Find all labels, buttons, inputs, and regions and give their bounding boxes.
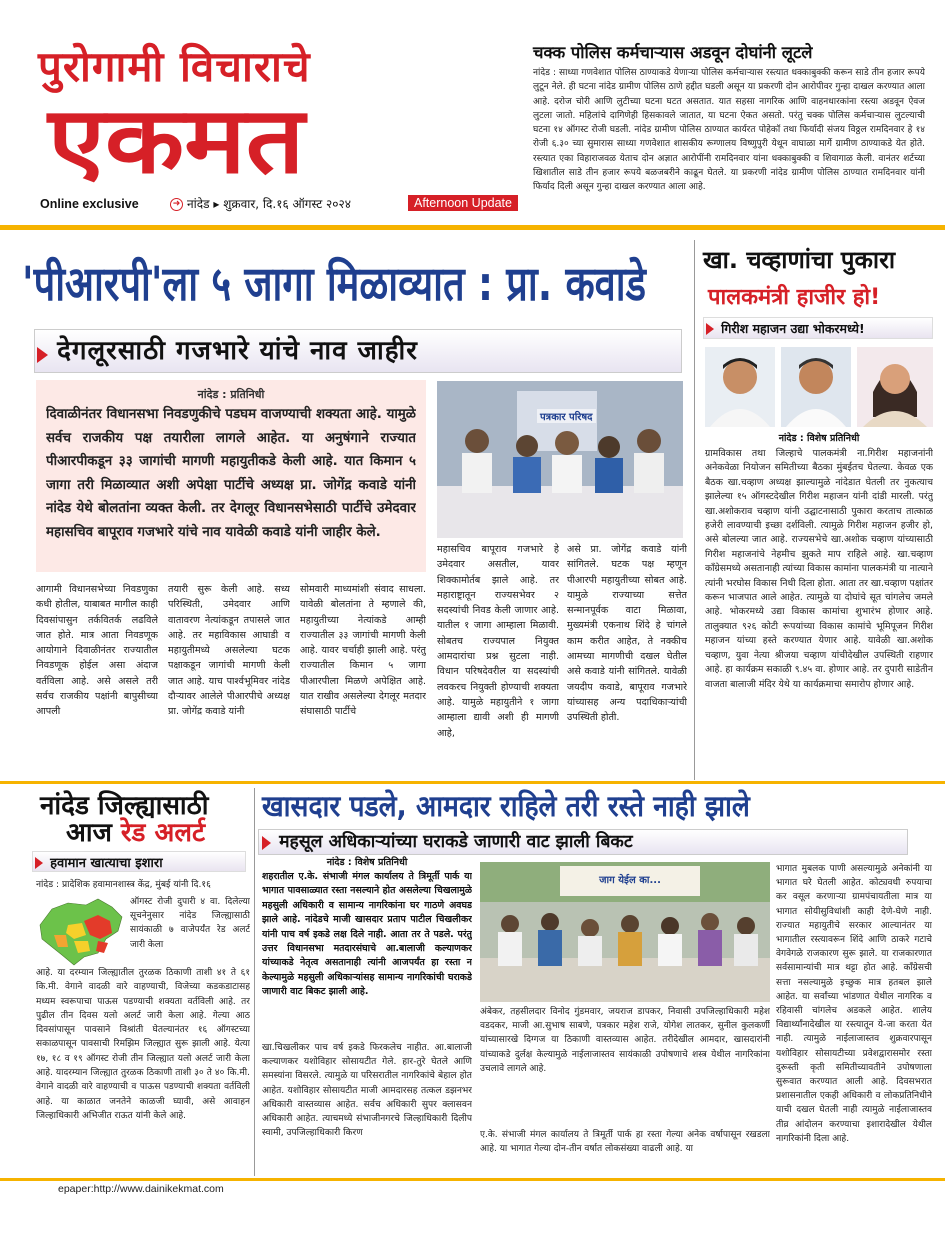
right-byline: नांदेड : विशेष प्रतिनिधी — [778, 433, 860, 444]
maharashtra-alert-map — [34, 895, 126, 967]
masthead-tagline: पुरोगामी विचाराचे — [38, 42, 311, 91]
lead-photo — [437, 381, 683, 538]
road-headline: खासदार पडले, आमदार राहिले तरी रस्ते नाही झाले — [262, 789, 750, 824]
right-subhead: पालकमंत्री हाजीर हो! — [708, 285, 881, 310]
arrow-circle-icon: ➜ — [170, 198, 183, 211]
protest-banner-text: जाग येईल का... — [599, 875, 661, 886]
footer-rule — [0, 1178, 945, 1181]
portrait-ashok-chavan — [781, 347, 851, 427]
right-headline: खा. चव्हाणांचा पुकारा — [703, 246, 896, 274]
dateline-text: नांदेड ▸ शुक्रवार, दि.१६ ऑगस्ट २०२४ — [187, 197, 352, 211]
lead-col-1: आगामी विधानसभेच्या निवडणुका कधी होतील, याबाबत मागील काही दिवसांपासुन तर्कवितर्क लढविले जात होते. मात्र आता निवडणूक आयोगाने दिवाळीनंतर राज्यातील निवडणूक होईल असा अंदाज वर्तविला आहे. असे असले तरी सर्वच राजकीय पक्षांनी बापुसीच्या आपली — [36, 584, 158, 718]
lead-col-5: असे प्रा. जोगेंद्र कवाडे यांनी सांगितले. घटक पक्ष म्हणून पीआरपी महायुतीच्या सोबत आहे. यामुळे राज्याच्या सत्तेत सन्मानपूर्वक वाटा मिळावा, मुख्यमंत्री एकनाथ शिंदे हे चांगले काम करीत आहेत, ते नक्कीच आमच्या मागणीची दखल घेतील असे कवाडे यांनी सांगितले. यावेळी जयदीप कवाडे, बापूराव गजभारे यांच्यासह अन्य पदाधिकाऱ्यांची उपस्थिती होती. — [567, 544, 687, 724]
column-divider — [694, 240, 695, 780]
weather-kicker: हवामान खात्याचा इशारा — [50, 856, 163, 871]
online-label: Online exclusive — [40, 197, 139, 211]
section-rule — [0, 781, 945, 784]
column-divider — [254, 788, 255, 1176]
press-conference-photo — [437, 381, 683, 538]
weather-red-alert: रेड अलर्ट — [120, 818, 206, 848]
road-col-mid: अंबेकर, तहसीलदार विनोद गुंडमवार, जयराज डापकर, निवासी उपजिल्हाधिकारी महेश वडदकर, माजी आ.सुभाष साबणे, पत्रकार महेश राजे, योगेश लातकर, सुनील कुलकर्णी यांच्यासारखे दिग्गज या ठिकाणी वास्तव्यास आहेत. तरीदेखील आमदार, खासदारांनी यांच्याकडे दुर्लक्ष केल्यामुळे नाईलाजास्तव सायंकाळी उपोषणाचे शस्त्र येथील नागरिकांना उचलावे लागले आहे. — [480, 1007, 770, 1074]
lead-intro-box — [36, 380, 426, 572]
masthead — [20, 40, 525, 220]
top-story — [533, 42, 925, 222]
pointer-icon — [706, 323, 714, 335]
pointer-icon — [37, 347, 48, 363]
weather-kicker-bar — [32, 851, 246, 872]
lead-col-2: तयारी सुरू केली आहे. सध्य परिस्थिती, उमेदवार आणि वातावरण नेत्यांकडून तपासले जात आहे. तर महाविकास आघाडी व महायुतीमध्ये असलेल्या घटक पक्षाकडून जागांची मागणी केली जात आहे. याच पार्श्वभूमिवर नांदेड दौऱ्यावर आलेले पीआरपीचे अध्यक्ष प्रा. जोगेंद्र कवाडे यांनी — [168, 584, 290, 718]
road-col-left: खा.चिखलीकर पाच वर्ष इकडे फिरकलेच नाहीत. आ.बालाजी कल्याणकर यशोविहार सोसायटीत गेले. हार-तुरे घेतले आणि समस्यांना विसरले. त्यामुळे या परिसरातील नागरिकांचे बेहाल होत आहेत. यशोविहार सोसायटीत माजी आमदारसह तत्कल डझनभर अधिकारी वास्तव्यास आहेत. सर्वच अधिकारी सुपर क्लासवन अधिकारी आहेत. त्याचमध्ये संभाजीनगरचे जिल्हाधिकारी दिलीप स्वामी, उपजिल्हाधिकारी किरण — [262, 1043, 472, 1139]
dateline — [170, 196, 351, 212]
weather-headline-1: नांदेड जिल्ह्यासाठी — [40, 791, 209, 821]
weather-body: आहे. या दरम्यान जिल्ह्यातील तुरळक ठिकाणी ताशी ४१ ते ६१ कि.मी. वेगाने वादळी वारे वाहण्याची, विजेच्या कडकडाटासह मध्यम स्वरूपाचा पाऊस पडण्याची शक्यता वर्तविली आहे. तर पुढील तीन दिवस यलो अलर्ट जारी केला आहे. गेल्या आठ दिवसांपासून पावसाने विश्रांती घेतल्यानंतर १६ ऑगस्टच्या सकाळपासून पावसाची रिमझिम जिल्ह्यात सुरू झाली आहे. येत्या १७, १८ व १९ ऑगस्ट रोजी तीन जिल्ह्यात यलो अलर्ट जारी केला आहे. यादरम्यान जिल्ह्यात तुरळक ठिकाणी ताशी ३० ते ४० कि.मी. वेगाने वादळी वारे वाहण्याची व पाऊस पडण्याची शक्यता वर्तविली आहे. या काळात जनतेने काळजी घ्यावी, असे आवाहन जिल्हाधिकारी अभिजीत राऊत यांनी केले आहे. — [36, 968, 250, 1121]
lead-byline: नांदेड : प्रतिनिधी — [197, 388, 265, 401]
right-body: ग्रामविकास तथा जिल्हाचे पालकमंत्री ना.गिरीश महाजनांनी अनेकवेळा नियोजन समितीच्या बैठका मुंबईतच घेतल्या. केवळ एक बैठक खा.चव्हाण अध्यक्ष झाल्यामुळे नांदेडात घेतली तर नुकत्याच झालेल्या १५ ऑगस्टदेखील गिरीश महाजन यांनी दांडी मारली. परंतु खा.अशोकराव चव्हाण यांनी उद्घाटनासाठी पुकारा करताच तात्काळ हजेरी लावण्याची इच्छा दर्शविली. त्यामुळे गिरीश महाजन हजीर हो, असे बोलल्या जात आहे. राज्यसभेचे खा.अशोक चव्हाण यांच्यासाठी गिरीश महाजनांचे नेहमीच झुकते माप राहिले आहे. खा.चव्हाण काँग्रेसमध्ये असतानाही त्यांच्या विकास कामांना पालकमंत्री या नात्याने त्यांनी भरघोस विकास निधी दिला होता. आता तर खा.चव्हाण पक्षांतर करून भाजपात आले आहेत. त्यामुळे या दोघांचे सूत चांगलेच जमले आहे. भोकरमध्ये उद्या विकास कामांचा शुभारंभ होणार आहे. तालुक्यात ९२६ कोटी रूपयांच्या विकास कामांचे भूमिपूजन गिरीश महाजन यांच्या हस्ते करण्यात येणार आहे. यावेळी खा.अशोक चव्हाण, युवा नेत्या श्रीजया चव्हाण यांचीदेखील उपस्थिती राहणार आहे. हा कार्यक्रम सकाळी ९.४५ वा. होणार आहे. तर दुपारी साडेतीन वाजता बालाजी मंदिर येथे या कार्यक्रमाचा समारोप होणार आहे. — [705, 448, 933, 690]
road-col-right: भागात मुबलक पाणी असल्यामुळे अनेकांनी या भागात घरे घेतली आहेत. कोट्यवधी रुपयाचा कर वसूल करणाऱ्या ग्रामपंचायतीला मात्र या भागात सोयीसुविधांशी काही देणे-घेणे नाही. राज्यात महायुतीचे सरकार आल्यानंतर या भागातील रस्त्यावरून शिंदे आणि ठाकरे गटाचे वेगवेगळे राजकारण सुरू झाले. या राजकारणात सर्वसामान्यांची मात्र थट्टा होत आहे. काँग्रेसची सत्ता नसल्यामुळे इच्छुक मात्र हतबल झाले आहेत. या सर्वांच्या भांडणात येथील नागरिक व रहिवासी चांगलेच अडकले आहेत. शालेय विद्यार्थ्यांनादेखील या रस्त्यातून ये-जा करता येत नाही. त्यामुळे नाईलाजास्तव शुक्रवारपासून यशोविहार सोसायटीच्या प्रवेशद्वारासमोर रस्ता दुरूस्ती कृती समितीच्यावतीने उपोषणाला सुरूवात करण्यात आली आहे. दिवसभरात प्रशासनातील एकही अधिकारी व लोकप्रतिनिधीने याची दखल घेतली नाही त्यामुळे नाईलाजास्तव तीव्र आंदोलन करण्याचा इशारादेखील येथील नागरिकांनी दिला आहे. — [776, 864, 932, 1144]
pointer-icon — [262, 836, 271, 850]
edition-badge: Afternoon Update — [408, 195, 518, 211]
weather-lead: नांदेड : प्रादेशिक हवामानशास्त्र केंद्र, मुंबई यांनी दि.१६ — [36, 880, 211, 890]
lead-col-4: महासचिव बापूराव गजभारे हे उमेदवार असतील, यावर शिक्कामोर्तब झाले आहे. तर महाराष्ट्रातून राज्यसभेवर २ सदस्यांची निवड केली जाणार आहे. यातील १ जागा आम्हाला मिळावी. सोबतच राज्यपाल नियुक्त आमदारांचा प्रश्न सुटला नाही. विधान परिषदेवरील या सदस्यांची लवकरच नियुक्ती होण्याची शक्यता आहे. यामुळे महायुतीने १ जागा आम्हाला द्यावी अशी ही मागणी आहे, — [437, 544, 559, 739]
right-kicker: गिरीश महाजन उद्या भोकरमध्ये! — [721, 321, 865, 336]
top-story-body: नांदेड : साध्या गणवेशात पोलिस ठाण्याकडे येणाऱ्या पोलिस कर्मचाऱ्यास रस्त्यात धक्काबुक्की करून साडे तीन हजार रूपये लुटून नेले. ही घटना नांदेड ग्रामीण पोलिस ठाणे हद्दीत घडली असून या प्रकरणी दोन आरोपीवर गुन्हा दाखल करण्यात आला आहे. दरोज चोरी आणि लुटीच्या घटना घटत असतात. यात सहसा नागरिक आणि वाहनधारकांना रस्त्या अडवून ऐवज लुटला जातो. महिलांचे दागिणेही हिसकावले जातात, या घटना ऐकत असतो. परंतु चक्क पोलिस कर्मचाऱ्यास लुटल्याची घटना १४ ऑगस्ट रोजी घडली. नांदेड ग्रामीण पोलिस ठाण्यात कार्यरत पोहेकॉ तथा फिर्यादी संजय विठ्ठल रामदिनवार हे १४ रोजी ६.३० च्या सुमारास साध्या गणवेशात शासकीय रूग्णालय विष्णुपुरी येथून वाघाळा मार्गे ग्रामीण ठाण्याकडे येत होते. रस्त्यात एका विहाराजवळ येताच दोन अज्ञात आरोपींनी रामदिनवार यांना धक्काबुक्की व शिवागाळ केली. वानंतर शर्टच्या खिशातील साडे तीन हजार रूपये बळजबरीने काढून घेतले. या प्रकरणी नांदेड ग्रामीण पोलिस ठाण्यात रामदिनवार यांनी फिर्याद दिली असून गुन्हा दाखल करण्यात आला आहे. — [533, 68, 925, 193]
road-col-mid2: ए.के. संभाजी मंगल कार्यालय ते त्रिमूर्ती पार्क हा रस्ता गेल्या अनेक वर्षापासून रखडला आहे. या भागात गेल्या दोन-तीन वर्षात लोकसंख्या वाढली आहे. या — [480, 1130, 770, 1155]
epaper-link[interactable]: epaper:http://www.dainikekmat.com — [58, 1183, 224, 1195]
lead-subheadline-bar — [34, 329, 682, 373]
road-photo — [480, 862, 770, 1002]
road-subheadline-bar — [258, 829, 908, 855]
portrait-girish-mahajan — [705, 347, 775, 427]
photo-caption: पत्रकार परिषद — [537, 409, 596, 423]
lead-subheadline: देगलूरसाठी गजभारे यांचे नाव जाहीर — [57, 336, 418, 366]
weather-headline-prefix: आज — [66, 818, 121, 848]
pointer-icon — [35, 857, 43, 869]
right-kicker-bar — [703, 317, 933, 339]
masthead-logo: एकमत — [48, 87, 305, 194]
portrait-shrijaya-chavan — [857, 347, 933, 427]
lead-headline: 'पीआरपी'ला ५ जागा मिळाव्यात : प्रा. कवाडे — [22, 256, 646, 312]
weather-beside-map: ऑगस्ट रोजी दुपारी ४ वा. दिलेल्या सूचनेनुसार नांदेड जिल्ह्यासाठी सायंकाळी ७ वाजेपर्यंत रेड अलर्ट जारी केला — [130, 897, 250, 950]
road-subheadline: महसूल अधिकाऱ्यांच्या घराकडे जाणारी वाट झाली बिकट — [279, 832, 633, 852]
portrait-row — [705, 347, 933, 429]
weather-headline-2 — [66, 815, 256, 851]
road-byline: नांदेड : विशेष प्रतिनिधी — [326, 857, 408, 868]
road-intro: शहरातील ए.के. संभाजी मंगल कार्यालय ते त्रिमूर्ती पार्क या भागात पावसाळ्यात रस्ता नसल्याने होत असलेल्या चिखलामुळे महसुली अधिकारी व सामान्य नागरिकांना घर गाठणे अवघड झाले आहे. नांदेडचे माजी खासदार प्रताप पाटील चिखलीकर यांनी पाच वर्ष इकडे लक्ष दिले नाही. आता तर ते पडले. परंतु उत्तर विधानसभा मतदारसंघाचे आ.बालाजी कल्याणकर यांच्याकडे नेतृत्व असतानाही त्यांनी आजपर्यंत हा रस्ता न केल्यामुळे महसुली अधिकाऱ्यांसह सामान्य नागरिकांची घराकडे जाणारी वाट बिकट झाली आहे. — [262, 871, 472, 998]
masthead-rule — [0, 225, 945, 230]
lead-col-3: सोमवारी माध्यमांशी संवाद साधला. यावेळी बोलतांना ते म्हणाले की, महायुतीच्या नेत्यांकडे आम्ही राज्यातील ३३ जागांची मागणी केली आहे. यावर चर्चाही झाली आहे. परंतु राज्यातील किमान ५ जागा पीआरपीला मिळणे अपेक्षित आहे. यात राखीव असलेल्या देगलूर मतदार संघासाठी पार्टीचे — [300, 584, 426, 718]
lead-intro: दिवाळीनंतर विधानसभा निवडणुकीचे पडघम वाजण्याची शक्यता आहे. यामुळे सर्वच राजकीय पक्ष तयारीला लागले आहेत. या अनुषंगाने राज्यात पीआरपीकडून ३३ जागांची मागणी महायुतीकडे केली आहे. यात किमान ५ जागा तरी मिळाव्यात अशी अपेक्षा पार्टीचे अध्यक्ष प्रा. जोगेंद्र कवाडे यांनी नांदेड येथे बोलतांना व्यक्त केली. तर देगलूर विधानसभेसाठी पार्टीचे उमेदवार महासचिव बापूराव गजभारे यांचे नाव यावेळी कवाडे यांनी जाहीर केले. — [46, 407, 416, 540]
top-story-headline: चक्क पोलिस कर्मचाऱ्यास अडवून दोघांनी लूटले — [533, 43, 813, 62]
